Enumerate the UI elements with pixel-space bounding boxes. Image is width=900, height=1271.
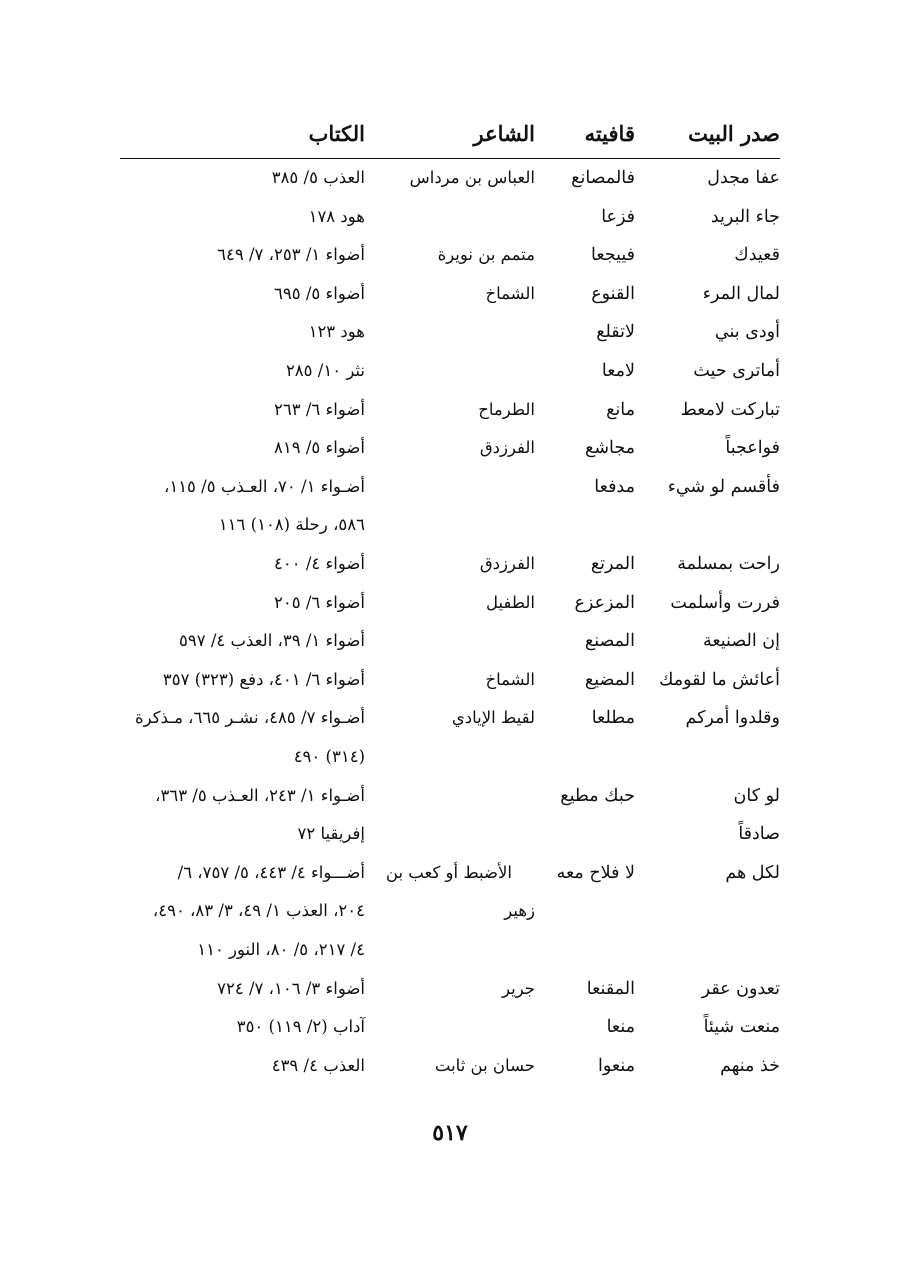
- cell-verse-opening: وقلدوا أمركم: [685, 708, 780, 729]
- cell-rhyme: منعا: [606, 1017, 635, 1038]
- cell-book-reference: أضـــواء ٤/ ٤٤٣، ٥/ ٧٥٧، ٦/: [177, 862, 365, 882]
- header-verse-opening: صدر البيت: [688, 121, 780, 146]
- cell-book-reference: أضواء ٦/ ٢٠٥: [274, 592, 365, 612]
- cell-book-reference: أضواء ٣/ ١٠٦، ٧/ ٧٢٤: [217, 978, 365, 998]
- table-row: [120, 1009, 780, 1045]
- cell-poet: الفرزدق: [479, 438, 535, 458]
- header-book: الكتاب: [308, 121, 365, 146]
- cell-rhyme: مانع: [606, 399, 635, 420]
- cell-rhyme: القنوع: [591, 283, 635, 304]
- cell-rhyme: المزعزع: [574, 592, 635, 613]
- cell-verse-opening: أعائش ما لقومك: [659, 669, 780, 690]
- cell-book-reference: ٤/ ٢١٧، ٥/ ٨٠، النور ١١٠: [197, 940, 365, 959]
- table-header: [120, 116, 780, 152]
- table-row: [120, 469, 780, 505]
- table-row: [120, 855, 780, 891]
- cell-poet: جرير: [502, 978, 535, 998]
- cell-rhyme: مطلعا: [591, 708, 635, 729]
- cell-poet: الطرماح: [478, 399, 535, 419]
- cell-verse-opening: فواعجباً: [725, 438, 780, 459]
- cell-verse-opening: تعدون عقر: [701, 978, 780, 999]
- cell-poet: حسان بن ثابت: [434, 1055, 535, 1075]
- table-row: [120, 1048, 780, 1084]
- table-row: [120, 199, 780, 235]
- cell-verse-opening: لكل هم: [725, 862, 780, 883]
- cell-book-reference: أضـواء ١/ ٢٤٣، العـذب ٥/ ٣٦٣،: [155, 785, 365, 805]
- cell-verse-opening: أودى بني: [714, 322, 780, 343]
- cell-verse-opening: لمال المرء: [702, 283, 780, 304]
- header-poet: الشاعر: [473, 121, 535, 146]
- cell-rhyme: حبك مطيع: [560, 785, 635, 806]
- cell-verse-opening: منعت شيئاً: [703, 1017, 780, 1038]
- cell-book-reference: أضواء ٥/ ٦٩٥: [274, 283, 365, 303]
- cell-verse-opening: فأقسم لو شيء: [667, 476, 780, 497]
- table-row: [120, 430, 780, 466]
- cell-poet: الشماخ: [485, 669, 535, 689]
- cell-rhyme: مدفعا: [594, 476, 635, 497]
- cell-verse-opening: أماترى حيث: [693, 361, 780, 381]
- cell-poet: العباس بن مرداس: [409, 168, 535, 187]
- cell-verse-opening: إن الصنيعة: [702, 631, 780, 652]
- cell-verse-opening: صادقاً: [738, 824, 780, 845]
- cell-rhyme: لاتقلع: [596, 322, 635, 343]
- cell-rhyme: المرتع: [590, 554, 635, 574]
- cell-book-reference: أضواء ٦/ ٢٦٣: [274, 399, 365, 419]
- cell-verse-opening: قعيدك: [734, 245, 780, 266]
- table-row: [120, 700, 780, 736]
- cell-poet: زهير: [504, 901, 535, 921]
- cell-book-reference: أضواء ٥/ ٨١٩: [274, 438, 365, 458]
- cell-poet: لقيط الإيادي: [451, 708, 535, 728]
- cell-book-reference: أضواء ١/ ٣٩، العذب ٤/ ٥٩٧: [178, 631, 365, 651]
- cell-book-reference: أضواء ٤/ ٤٠٠: [274, 554, 365, 573]
- table-row: [120, 893, 780, 929]
- cell-rhyme: فييجعا: [591, 245, 635, 266]
- cell-verse-opening: جاء البريد: [710, 206, 780, 227]
- table-row: [120, 623, 780, 659]
- cell-rhyme: المضيع: [584, 669, 635, 690]
- table-row: [120, 816, 780, 852]
- table-row: [120, 353, 780, 389]
- cell-book-reference: أضواء ١/ ٢٥٣، ٧/ ٦٤٩: [217, 245, 365, 265]
- cell-poet: الشماخ: [485, 283, 535, 303]
- cell-book-reference: أضـواء ٧/ ٤٨٥، نشـر ٦٦٥، مـذكرة: [134, 708, 365, 728]
- cell-book-reference: هود ١٢٣: [308, 322, 365, 342]
- cell-book-reference: هود ١٧٨: [308, 206, 365, 226]
- table-row: [120, 392, 780, 428]
- cell-poet: الأضبط أو كعب بن: [385, 862, 512, 882]
- cell-book-reference: أضواء ٦/ ٤٠١، دفع (٣٢٣) ٣٥٧: [162, 669, 365, 689]
- table-row: [120, 662, 780, 698]
- table-row: [120, 932, 780, 968]
- cell-book-reference: آداب (٢/ ١١٩) ٣٥٠: [236, 1017, 365, 1037]
- cell-rhyme: لا فلاح معه: [556, 862, 635, 883]
- cell-poet: الفرزدق: [479, 554, 535, 573]
- cell-book-reference: نثر ١٠/ ٢٨٥: [285, 361, 365, 380]
- cell-book-reference: العذب ٥/ ٣٨٥: [271, 168, 365, 187]
- table-row: [120, 546, 780, 582]
- cell-rhyme: المصنع: [584, 631, 635, 652]
- cell-poet: الطفيل: [486, 592, 535, 612]
- page-number: ٥١٧: [432, 1120, 468, 1146]
- cell-book-reference: ٢٠٤، العذب ١/ ٤٩، ٣/ ٨٣، ٤٩٠،: [152, 901, 365, 921]
- cell-book-reference: (٣١٤) ٤٩٠: [293, 747, 365, 766]
- cell-rhyme: لامعا: [601, 361, 635, 381]
- header-divider: [120, 158, 780, 159]
- cell-verse-opening: لو كان: [733, 785, 780, 806]
- table-row: [120, 160, 780, 196]
- cell-book-reference: ٥٨٦، رحلة (١٠٨) ١١٦: [218, 515, 365, 535]
- table-row: [120, 507, 780, 543]
- table-row: [120, 237, 780, 273]
- table-row: [120, 585, 780, 621]
- cell-poet: متمم بن نويرة: [437, 245, 535, 265]
- cell-verse-opening: عفا مجدل: [707, 168, 780, 188]
- header-rhyme: قافيته: [584, 121, 635, 146]
- cell-verse-opening: خذ منهم: [720, 1055, 780, 1076]
- table-row: [120, 739, 780, 775]
- cell-book-reference: أضـواء ١/ ٧٠، العـذب ٥/ ١١٥،: [164, 476, 365, 496]
- table-row: [120, 314, 780, 350]
- cell-rhyme: منعوا: [598, 1055, 635, 1076]
- cell-rhyme: مجاشع: [585, 438, 635, 459]
- table-row: [120, 276, 780, 312]
- cell-rhyme: فزعا: [601, 206, 635, 227]
- cell-book-reference: العذب ٤/ ٤٣٩: [271, 1055, 365, 1075]
- cell-verse-opening: فررت وأسلمت: [670, 592, 780, 613]
- table-row: [120, 778, 780, 814]
- table-row: [120, 971, 780, 1007]
- cell-rhyme: المقنعا: [586, 978, 635, 999]
- cell-rhyme: فالمصانع: [571, 168, 635, 188]
- cell-verse-opening: تباركت لامعط: [680, 399, 780, 420]
- cell-verse-opening: راحت بمسلمة: [677, 554, 780, 574]
- cell-book-reference: إفريقيا ٧٢: [297, 824, 365, 844]
